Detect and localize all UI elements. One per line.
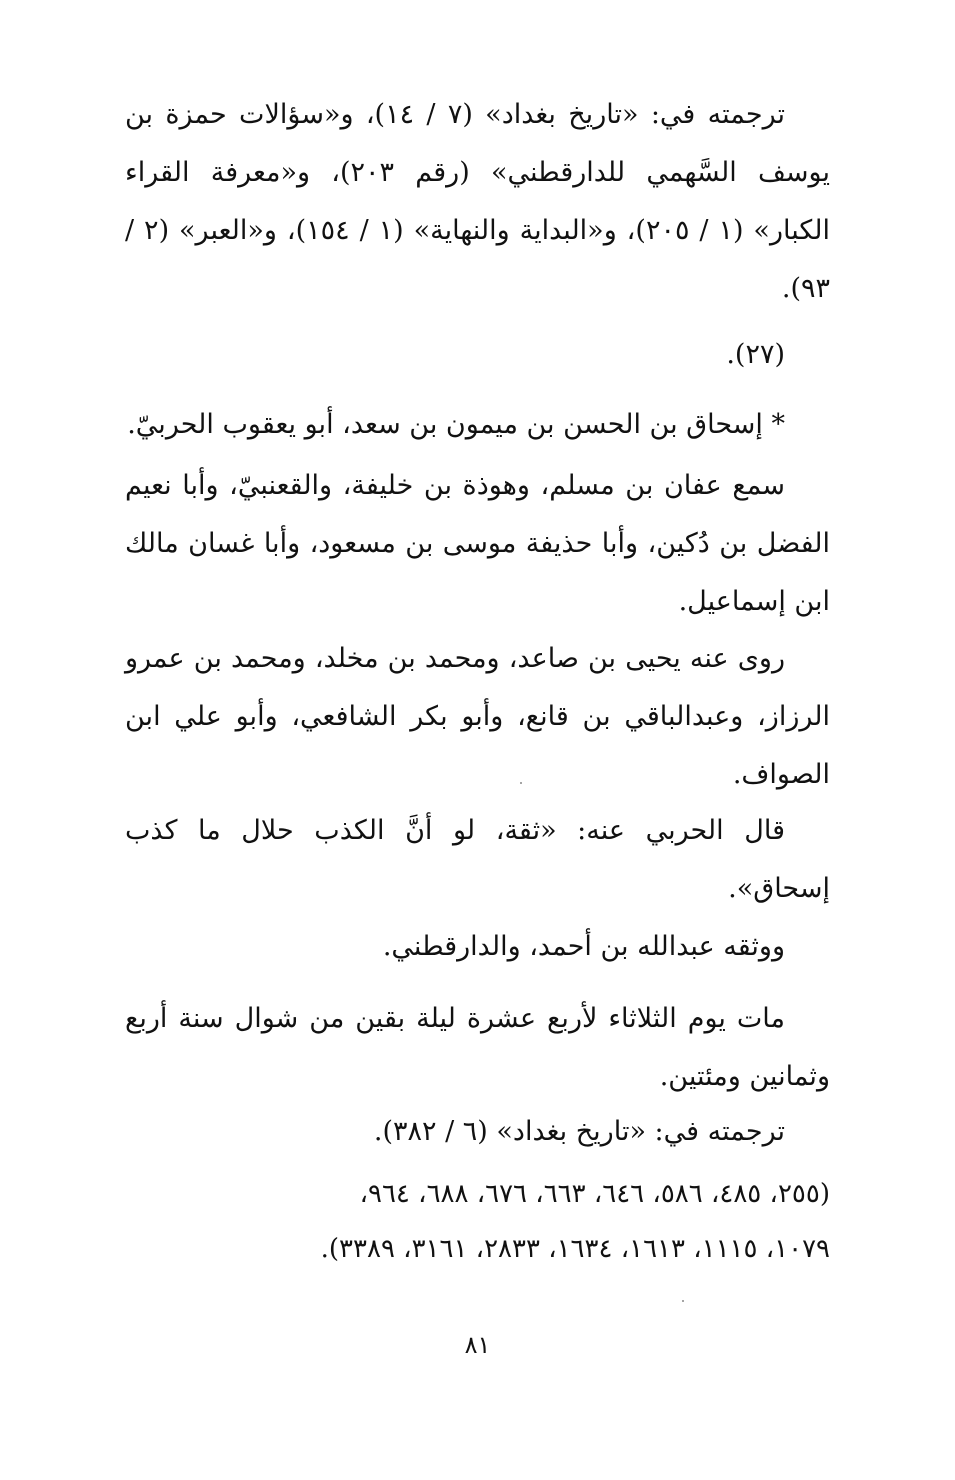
death-paragraph: مات يوم الثلاثاء لأربع عشرة ليلة بقين من شوال سنة أربع وثمانين ومئتين. [125, 1003, 830, 1092]
scan-speck [682, 1300, 684, 1302]
tawthiq-paragraph: ووثقه عبدالله بن أحمد، والدارقطني. [382, 931, 785, 962]
narrated-by-paragraph: روى عنه يحيى بن صاعد، ومحمد بن مخلد، ومحمد بن عمرو الرزاز، وعبدالباقي بن قانع، وأبو بكر الشافعي، وأبو علي ابن الصواف. [125, 643, 830, 790]
cross-references-line-2: ١٠٧٩، ١١١٥، ١٦١٣، ١٦٣٤، ٢٨٣٣، ٣١٦١، ٣٣٨٩). [320, 1234, 830, 1264]
heard-from-paragraph: سمع عفان بن مسلم، وهوذة بن خليفة، والقعنبيّ، وأبا نعيم الفضل بن دُكين، وأبا حذيفة موسى بن مسعود، وأبا غسان مالك ابن إسماعيل. [125, 470, 830, 617]
scan-speck [520, 782, 522, 784]
previous-entry-sources: ترجمته في: «تاريخ بغداد» (٧ / ١٤)، و«سؤالات حمزة بن يوسف السَّهمي للدارقطني» (رقم ٢٠٣)، و«معرفة القراء الكبار» (١ / ٢٠٥)، و«البداية والنهاية» (١ / ١٥٤)، و«العبر» (٢ / ٩٣). [125, 99, 830, 304]
entry-heading: * إسحاق بن الحسن بن ميمون بن سعد، أبو يعقوب الحربيّ. [127, 409, 785, 440]
cross-references-line-1: (٢٥٥، ٤٨٥، ٥٨٦، ٦٤٦، ٦٦٣، ٦٧٦، ٦٨٨، ٩٦٤، [359, 1179, 830, 1209]
entry-sources: ترجمته في: «تاريخ بغداد» (٦ / ٣٨٢). [373, 1116, 785, 1147]
page-number: ٨١ [464, 1331, 491, 1359]
harbi-quote-paragraph: قال الحربي عنه: «ثقة، لو أنَّ الكذب حلال ما كذب إسحاق». [125, 815, 830, 904]
entry-number: (٢٧). [726, 339, 785, 370]
